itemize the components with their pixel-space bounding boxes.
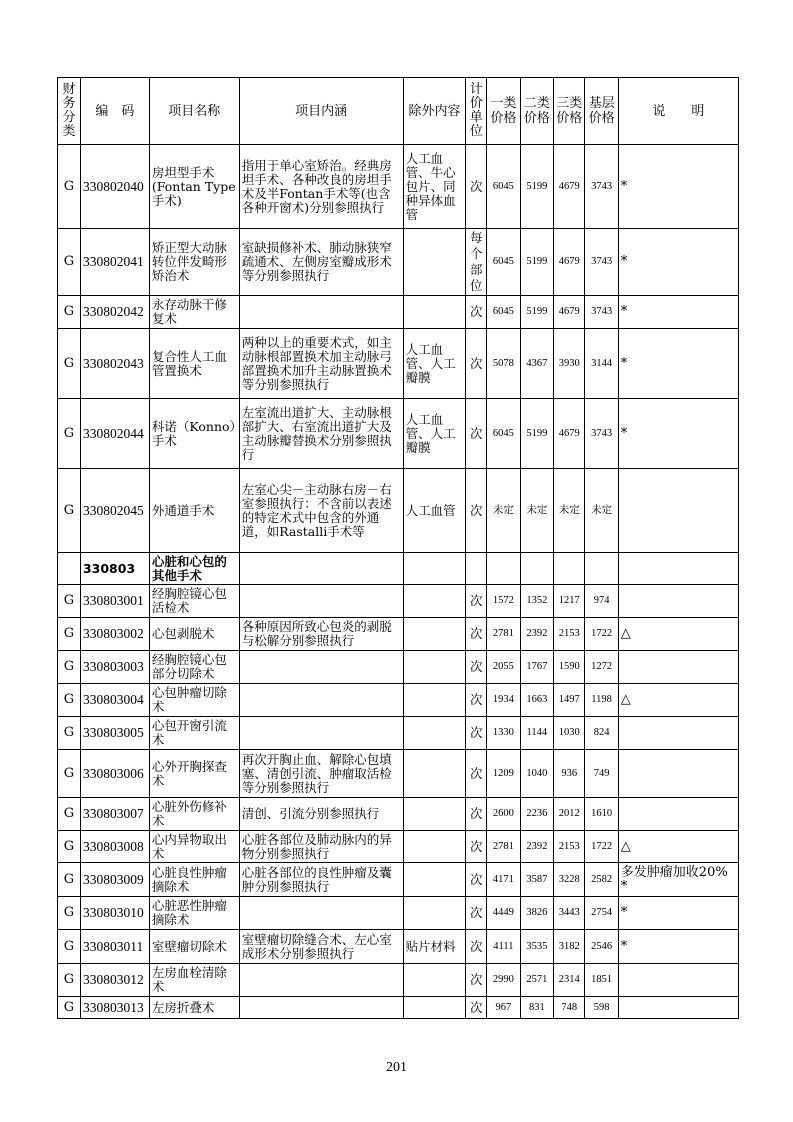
table-row bbox=[58, 798, 739, 831]
row-exclusions bbox=[403, 717, 466, 750]
row-category: G bbox=[58, 618, 81, 651]
row-name: 左房折叠术 bbox=[149, 997, 239, 1019]
row-price-1: 6045 bbox=[487, 145, 520, 229]
row-unit: 次 bbox=[466, 585, 487, 618]
row-content: 两种以上的重要术式，如主动脉根部置换术加主动脉弓部置换术加升主动脉置换术等分别参照执行 bbox=[239, 329, 403, 399]
table-row bbox=[58, 145, 739, 229]
row-unit bbox=[466, 553, 487, 585]
row-exclusions: 人工血管、牛心包片、同种异体血管 bbox=[403, 145, 466, 229]
row-exclusions bbox=[403, 229, 466, 296]
table-row bbox=[58, 651, 739, 684]
header-price-1: 一类价格 bbox=[487, 78, 520, 145]
row-price-3: 1217 bbox=[554, 585, 585, 618]
row-price-1: 2781 bbox=[487, 618, 520, 651]
row-price-2: 1767 bbox=[520, 651, 553, 684]
row-name: 心内异物取出术 bbox=[149, 831, 239, 863]
row-note: * bbox=[618, 229, 738, 296]
row-category: G bbox=[58, 229, 81, 296]
row-unit: 次 bbox=[466, 930, 487, 964]
table-row bbox=[58, 296, 739, 329]
row-name: 永存动脉干修复术 bbox=[149, 296, 239, 329]
row-price-base: 2754 bbox=[585, 897, 618, 930]
row-category: G bbox=[58, 585, 81, 618]
row-code: 330803005 bbox=[80, 717, 149, 750]
header-content: 项目内涵 bbox=[239, 78, 403, 145]
row-category: G bbox=[58, 717, 81, 750]
table-row bbox=[58, 930, 739, 964]
row-code: 330803012 bbox=[80, 964, 149, 997]
row-price-2: 4367 bbox=[520, 329, 553, 399]
row-exclusions: 人工血管、人工瓣膜 bbox=[403, 329, 466, 399]
row-price-3: 4679 bbox=[554, 229, 585, 296]
row-content bbox=[239, 585, 403, 618]
row-unit: 次 bbox=[466, 329, 487, 399]
row-price-3: 未定 bbox=[554, 469, 585, 553]
row-exclusions bbox=[403, 750, 466, 798]
row-price-3: 1497 bbox=[554, 684, 585, 717]
row-content: 指用于单心室矫治。经典房坦手术、各种改良的房坦手术及半Fontan手术等(也含各种开窗术)分别参照执行 bbox=[239, 145, 403, 229]
row-exclusions bbox=[403, 863, 466, 897]
row-price-2: 1352 bbox=[520, 585, 553, 618]
row-price-1: 2990 bbox=[487, 964, 520, 997]
row-category: G bbox=[58, 469, 81, 553]
row-exclusions bbox=[403, 897, 466, 930]
row-price-1: 6045 bbox=[487, 296, 520, 329]
row-content: 各种原因所致心包炎的剥脱与松解分别参照执行 bbox=[239, 618, 403, 651]
page-number: 201 bbox=[386, 1060, 407, 1075]
row-price-base: 2582 bbox=[585, 863, 618, 897]
row-exclusions: 人工血管 bbox=[403, 469, 466, 553]
row-price-base: 1722 bbox=[585, 831, 618, 863]
row-price-2: 3826 bbox=[520, 897, 553, 930]
header-name: 项目名称 bbox=[149, 78, 239, 145]
row-price-3: 748 bbox=[554, 997, 585, 1019]
row-price-1: 1572 bbox=[487, 585, 520, 618]
row-category: G bbox=[58, 863, 81, 897]
row-exclusions bbox=[403, 651, 466, 684]
row-content bbox=[239, 553, 403, 585]
row-price-base: 3743 bbox=[585, 399, 618, 469]
row-content bbox=[239, 651, 403, 684]
row-price-2: 2571 bbox=[520, 964, 553, 997]
row-name: 心脏良性肿瘤摘除术 bbox=[149, 863, 239, 897]
row-content: 再次开胸止血、解除心包填塞、清创引流、肿瘤取活检等分别参照执行 bbox=[239, 750, 403, 798]
table-row bbox=[58, 229, 739, 296]
row-price-3: 4679 bbox=[554, 296, 585, 329]
row-category: G bbox=[58, 930, 81, 964]
row-category: G bbox=[58, 296, 81, 329]
row-category: G bbox=[58, 399, 81, 469]
row-price-3: 2314 bbox=[554, 964, 585, 997]
row-exclusions bbox=[403, 296, 466, 329]
row-code: 330803 bbox=[80, 553, 149, 585]
row-name: 心脏和心包的其他手术 bbox=[149, 553, 239, 585]
row-category: G bbox=[58, 329, 81, 399]
row-exclusions bbox=[403, 997, 466, 1019]
table-row bbox=[58, 831, 739, 863]
row-category bbox=[58, 553, 81, 585]
header-category: 财务分类 bbox=[58, 78, 81, 145]
row-code: 330803006 bbox=[80, 750, 149, 798]
row-price-2: 5199 bbox=[520, 399, 553, 469]
row-name: 室壁瘤切除术 bbox=[149, 930, 239, 964]
row-name: 心脏外伤修补术 bbox=[149, 798, 239, 831]
row-price-1 bbox=[487, 553, 520, 585]
table-row bbox=[58, 585, 739, 618]
row-content bbox=[239, 296, 403, 329]
row-content bbox=[239, 997, 403, 1019]
row-price-base: 3144 bbox=[585, 329, 618, 399]
row-price-1: 5078 bbox=[487, 329, 520, 399]
row-price-1: 6045 bbox=[487, 229, 520, 296]
row-code: 330803010 bbox=[80, 897, 149, 930]
row-price-1: 4111 bbox=[487, 930, 520, 964]
row-name: 复合性人工血管置换术 bbox=[149, 329, 239, 399]
row-price-3: 2012 bbox=[554, 798, 585, 831]
row-name: 心外开胸探查术 bbox=[149, 750, 239, 798]
row-exclusions: 贴片材料 bbox=[403, 930, 466, 964]
row-category: G bbox=[58, 651, 81, 684]
header-note: 说 明 bbox=[618, 78, 738, 145]
row-price-base: 749 bbox=[585, 750, 618, 798]
row-exclusions bbox=[403, 553, 466, 585]
table-row bbox=[58, 863, 739, 897]
row-exclusions bbox=[403, 798, 466, 831]
row-price-3 bbox=[554, 553, 585, 585]
row-content: 左室流出道扩大、主动脉根部扩大、右室流出道扩大及主动脉瓣替换术分别参照执行 bbox=[239, 399, 403, 469]
row-price-base: 未定 bbox=[585, 469, 618, 553]
row-price-1: 6045 bbox=[487, 399, 520, 469]
row-name: 心包剥脱术 bbox=[149, 618, 239, 651]
row-note: * bbox=[618, 145, 738, 229]
row-price-1: 1209 bbox=[487, 750, 520, 798]
table-row bbox=[58, 964, 739, 997]
row-content bbox=[239, 897, 403, 930]
row-exclusions bbox=[403, 618, 466, 651]
row-price-base: 1272 bbox=[585, 651, 618, 684]
row-price-2: 未定 bbox=[520, 469, 553, 553]
row-name: 科诺（Konno）手术 bbox=[149, 399, 239, 469]
row-price-base: 3743 bbox=[585, 145, 618, 229]
row-price-3: 1590 bbox=[554, 651, 585, 684]
row-price-3: 2153 bbox=[554, 618, 585, 651]
row-code: 330802042 bbox=[80, 296, 149, 329]
row-note bbox=[618, 717, 738, 750]
row-price-1: 4449 bbox=[487, 897, 520, 930]
row-code: 330802043 bbox=[80, 329, 149, 399]
row-price-base bbox=[585, 553, 618, 585]
row-note: * bbox=[618, 897, 738, 930]
row-note: △ bbox=[618, 684, 738, 717]
row-unit: 次 bbox=[466, 651, 487, 684]
table-row bbox=[58, 469, 739, 553]
row-unit: 次 bbox=[466, 964, 487, 997]
row-note bbox=[618, 469, 738, 553]
row-price-1: 1934 bbox=[487, 684, 520, 717]
row-note: △ bbox=[618, 831, 738, 863]
row-name: 心脏恶性肿瘤摘除术 bbox=[149, 897, 239, 930]
row-exclusions bbox=[403, 585, 466, 618]
header-price-base: 基层价格 bbox=[585, 78, 618, 145]
table-row bbox=[58, 750, 739, 798]
row-unit: 次 bbox=[466, 750, 487, 798]
row-price-base: 2546 bbox=[585, 930, 618, 964]
row-note: * bbox=[618, 296, 738, 329]
row-note bbox=[618, 798, 738, 831]
row-unit: 次 bbox=[466, 399, 487, 469]
row-code: 330802045 bbox=[80, 469, 149, 553]
row-price-3: 4679 bbox=[554, 399, 585, 469]
row-code: 330803009 bbox=[80, 863, 149, 897]
row-unit: 次 bbox=[466, 997, 487, 1019]
header-code: 编 码 bbox=[80, 78, 149, 145]
row-price-1: 4171 bbox=[487, 863, 520, 897]
row-name: 矫正型大动脉转位伴发畸形矫治术 bbox=[149, 229, 239, 296]
row-category: G bbox=[58, 750, 81, 798]
row-category: G bbox=[58, 684, 81, 717]
row-category: G bbox=[58, 831, 81, 863]
row-note bbox=[618, 997, 738, 1019]
row-note bbox=[618, 553, 738, 585]
row-category: G bbox=[58, 798, 81, 831]
table-row bbox=[58, 897, 739, 930]
row-price-base: 1722 bbox=[585, 618, 618, 651]
row-note: * bbox=[618, 930, 738, 964]
row-note: * bbox=[618, 329, 738, 399]
header-row bbox=[58, 78, 739, 145]
row-content bbox=[239, 964, 403, 997]
row-unit: 次 bbox=[466, 717, 487, 750]
row-price-2: 831 bbox=[520, 997, 553, 1019]
row-price-2: 3535 bbox=[520, 930, 553, 964]
row-unit: 次 bbox=[466, 296, 487, 329]
row-unit: 次 bbox=[466, 897, 487, 930]
row-price-3: 3228 bbox=[554, 863, 585, 897]
row-unit: 次 bbox=[466, 831, 487, 863]
table-row bbox=[58, 997, 739, 1019]
row-price-2: 5199 bbox=[520, 145, 553, 229]
row-price-2: 5199 bbox=[520, 229, 553, 296]
row-price-3: 2153 bbox=[554, 831, 585, 863]
row-name: 房坦型手术(Fontan Type手术) bbox=[149, 145, 239, 229]
row-price-1: 未定 bbox=[487, 469, 520, 553]
row-category: G bbox=[58, 997, 81, 1019]
row-note: △ bbox=[618, 618, 738, 651]
table-row bbox=[58, 329, 739, 399]
header-unit: 计价单位 bbox=[466, 78, 487, 145]
header-price-2: 二类价格 bbox=[520, 78, 553, 145]
row-note bbox=[618, 750, 738, 798]
row-price-3: 3182 bbox=[554, 930, 585, 964]
row-price-base: 824 bbox=[585, 717, 618, 750]
row-price-1: 967 bbox=[487, 997, 520, 1019]
row-price-2: 1144 bbox=[520, 717, 553, 750]
row-unit: 每个部位 bbox=[466, 229, 487, 296]
table-row bbox=[58, 553, 739, 585]
header-price-3: 三类价格 bbox=[554, 78, 585, 145]
row-category: G bbox=[58, 897, 81, 930]
row-content bbox=[239, 717, 403, 750]
row-code: 330803008 bbox=[80, 831, 149, 863]
row-code: 330803004 bbox=[80, 684, 149, 717]
row-price-3: 936 bbox=[554, 750, 585, 798]
row-code: 330803007 bbox=[80, 798, 149, 831]
row-price-2: 2392 bbox=[520, 618, 553, 651]
row-unit: 次 bbox=[466, 145, 487, 229]
row-name: 左房血栓清除术 bbox=[149, 964, 239, 997]
row-unit: 次 bbox=[466, 618, 487, 651]
row-exclusions: 人工血管、人工瓣膜 bbox=[403, 399, 466, 469]
price-table bbox=[57, 77, 739, 1019]
row-note bbox=[618, 651, 738, 684]
row-category: G bbox=[58, 964, 81, 997]
row-content: 室壁瘤切除缝合术、左心室成形术分别参照执行 bbox=[239, 930, 403, 964]
row-code: 330803003 bbox=[80, 651, 149, 684]
row-category: G bbox=[58, 145, 81, 229]
row-price-3: 3443 bbox=[554, 897, 585, 930]
row-note bbox=[618, 585, 738, 618]
row-price-2: 2392 bbox=[520, 831, 553, 863]
row-content: 心脏各部位及肺动脉内的异物分别参照执行 bbox=[239, 831, 403, 863]
row-note bbox=[618, 964, 738, 997]
row-exclusions bbox=[403, 831, 466, 863]
row-code: 330802041 bbox=[80, 229, 149, 296]
row-price-1: 2600 bbox=[487, 798, 520, 831]
row-price-base: 974 bbox=[585, 585, 618, 618]
row-code: 330802044 bbox=[80, 399, 149, 469]
row-price-2: 5199 bbox=[520, 296, 553, 329]
row-content: 心脏各部位的良性肿瘤及囊肿分别参照执行 bbox=[239, 863, 403, 897]
table-row bbox=[58, 399, 739, 469]
row-price-base: 1851 bbox=[585, 964, 618, 997]
row-price-base: 598 bbox=[585, 997, 618, 1019]
row-price-1: 2055 bbox=[487, 651, 520, 684]
row-unit: 次 bbox=[466, 798, 487, 831]
row-price-2: 2236 bbox=[520, 798, 553, 831]
row-price-base: 3743 bbox=[585, 296, 618, 329]
table-row bbox=[58, 618, 739, 651]
row-price-base: 1198 bbox=[585, 684, 618, 717]
row-unit: 次 bbox=[466, 863, 487, 897]
row-exclusions bbox=[403, 964, 466, 997]
table-row bbox=[58, 717, 739, 750]
row-content: 左室心尖－主动脉右房－右室参照执行：不含前以表述的特定术式中包含的外通道，如Rastalli手术等 bbox=[239, 469, 403, 553]
row-price-2: 3587 bbox=[520, 863, 553, 897]
row-name: 经胸腔镜心包部分切除术 bbox=[149, 651, 239, 684]
row-price-3: 1030 bbox=[554, 717, 585, 750]
row-price-base: 1610 bbox=[585, 798, 618, 831]
row-content: 清创、引流分别参照执行 bbox=[239, 798, 403, 831]
row-content bbox=[239, 684, 403, 717]
row-code: 330803011 bbox=[80, 930, 149, 964]
header-exclusions: 除外内容 bbox=[403, 78, 466, 145]
table-row bbox=[58, 684, 739, 717]
row-code: 330802040 bbox=[80, 145, 149, 229]
row-code: 330803001 bbox=[80, 585, 149, 618]
row-price-1: 2781 bbox=[487, 831, 520, 863]
row-price-1: 1330 bbox=[487, 717, 520, 750]
row-price-base: 3743 bbox=[585, 229, 618, 296]
row-name: 外通道手术 bbox=[149, 469, 239, 553]
row-note: * bbox=[618, 399, 738, 469]
row-price-3: 3930 bbox=[554, 329, 585, 399]
row-unit: 次 bbox=[466, 684, 487, 717]
row-code: 330803002 bbox=[80, 618, 149, 651]
row-name: 心包肿瘤切除术 bbox=[149, 684, 239, 717]
row-exclusions bbox=[403, 684, 466, 717]
row-name: 经胸腔镜心包活检术 bbox=[149, 585, 239, 618]
row-unit: 次 bbox=[466, 469, 487, 553]
row-price-2: 1040 bbox=[520, 750, 553, 798]
row-note: 多发肿瘤加收20% * bbox=[618, 863, 738, 897]
row-code: 330803013 bbox=[80, 997, 149, 1019]
row-content: 室缺损修补术、肺动脉狭窄疏通术、左侧房室瓣成形术等分别参照执行 bbox=[239, 229, 403, 296]
row-price-2: 1663 bbox=[520, 684, 553, 717]
row-price-3: 4679 bbox=[554, 145, 585, 229]
row-name: 心包开窗引流术 bbox=[149, 717, 239, 750]
row-price-2 bbox=[520, 553, 553, 585]
